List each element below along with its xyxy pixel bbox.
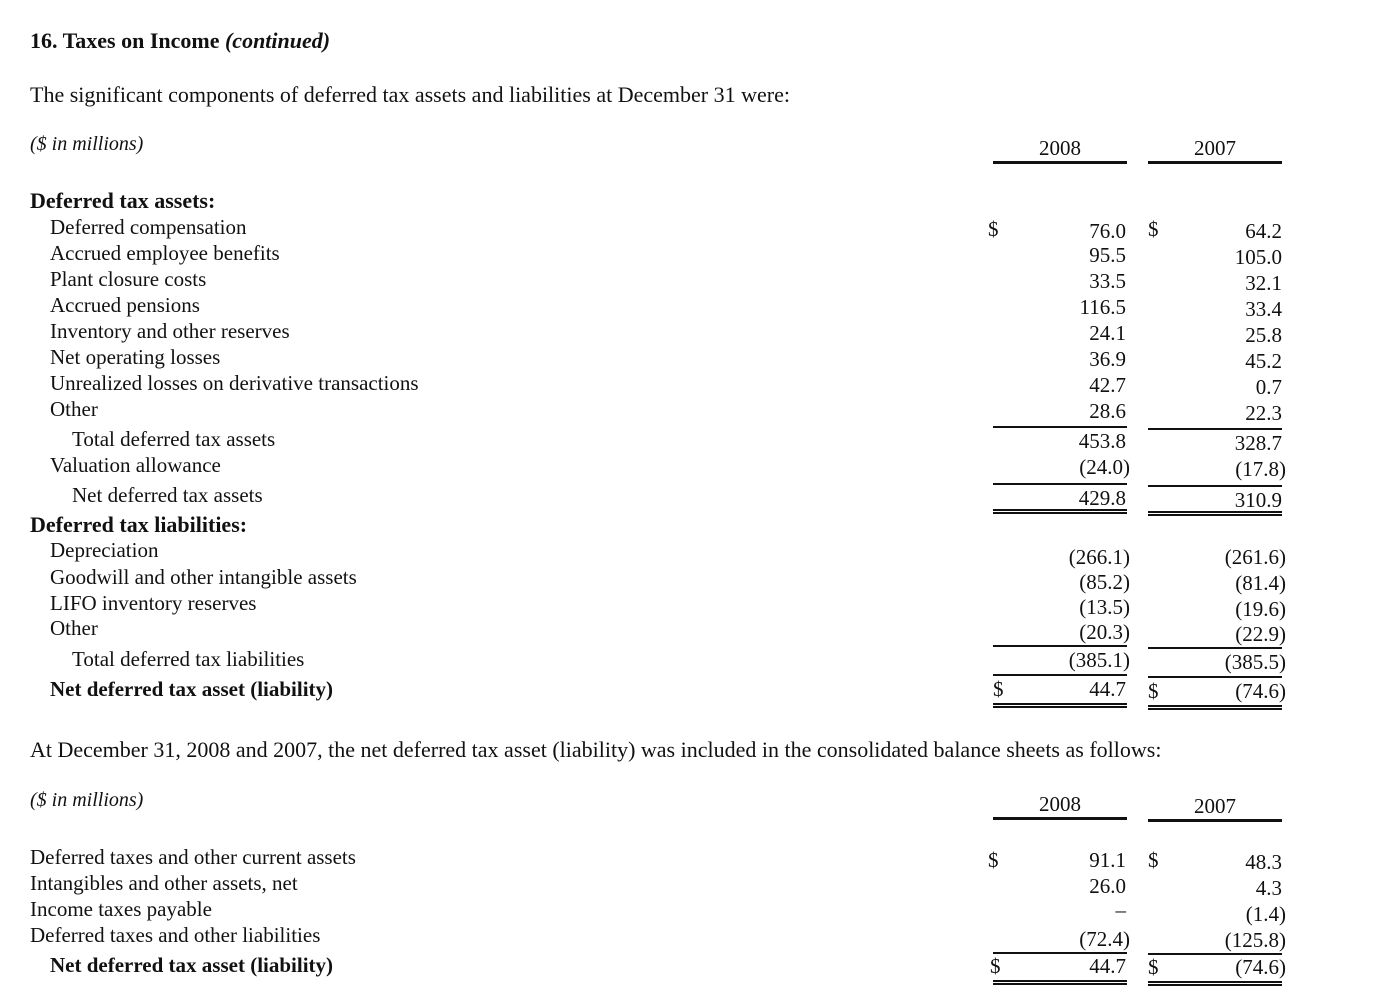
- balance-net-label: Net deferred tax asset (liability): [50, 953, 334, 977]
- section-suffix: (continued): [224, 28, 331, 53]
- net-assets-2008: 429.8: [1078, 486, 1126, 510]
- asset-value-2008: 28.6: [1089, 399, 1126, 423]
- asset-value-2008: 33.5: [1089, 269, 1126, 293]
- balance-row-2008: (72.4): [1079, 927, 1130, 951]
- net-assets-label: Net deferred tax assets: [72, 483, 263, 507]
- balance-row-label: Deferred taxes and other current assets: [30, 845, 356, 869]
- asset-value-2008: 36.9: [1089, 347, 1126, 371]
- liab-subtotal-rule-2008: [993, 645, 1127, 647]
- total-liabilities-2007: (385.5): [1224, 650, 1286, 674]
- table2-units: ($ in millions): [30, 789, 144, 811]
- asset-value-2007: 32.1: [1245, 271, 1282, 295]
- net-rule-2007: [1148, 676, 1282, 678]
- balance-net-2008: 44.7: [1089, 954, 1126, 978]
- section-title: [30, 28, 330, 54]
- asset-value-2007: 105.0: [1234, 245, 1282, 269]
- balance-row-2007: 48.3: [1245, 850, 1282, 874]
- dollar-sign: $: [988, 217, 999, 241]
- asset-label: Accrued employee benefits: [50, 241, 280, 265]
- balance-row-label: Income taxes payable: [30, 897, 212, 921]
- net-assets-2007: 310.9: [1234, 488, 1282, 512]
- table2-year-2008: 2008: [1039, 792, 1081, 816]
- net-assets-double-rule-2008: [993, 509, 1127, 514]
- balance-row-label: Deferred taxes and other liabilities: [30, 923, 321, 947]
- asset-value-2008: 95.5: [1089, 243, 1126, 267]
- subtotal-rule-2008: [993, 426, 1127, 428]
- liability-value-2007: (81.4): [1235, 571, 1286, 595]
- balance-net-2007: (74.6): [1235, 955, 1286, 979]
- asset-value-2008: 116.5: [1079, 295, 1126, 319]
- asset-value-2008: 76.0: [1089, 219, 1126, 243]
- asset-value-2007: 64.2: [1245, 219, 1282, 243]
- dollar-sign: $: [990, 954, 1001, 978]
- liability-value-2007: (261.6): [1224, 545, 1286, 569]
- liability-label: LIFO inventory reserves: [50, 591, 257, 615]
- table1-year-2007: 2007: [1194, 136, 1236, 160]
- table1-intro: The significant components of deferred tax assets and liabilities at December 31 were:: [30, 82, 790, 107]
- dollar-sign: $: [1148, 848, 1159, 872]
- table1-year-rule-2007: [1148, 161, 1282, 164]
- net-2008: 44.7: [1089, 677, 1126, 701]
- asset-label: Accrued pensions: [50, 293, 200, 317]
- dollar-sign: $: [1148, 679, 1159, 703]
- net-assets-double-rule-2007: [1148, 511, 1282, 516]
- liability-label: Depreciation: [50, 538, 159, 562]
- asset-label: Plant closure costs: [50, 267, 207, 291]
- asset-label: Other: [50, 397, 98, 421]
- subtotal-rule-2007: [1148, 428, 1282, 430]
- balance-row-2008: 26.0: [1089, 874, 1126, 898]
- asset-value-2008: 24.1: [1089, 321, 1126, 345]
- balance-row-2007: (125.8): [1224, 928, 1286, 952]
- table1-year-2008: 2008: [1039, 136, 1081, 160]
- assets-header: Deferred tax assets:: [30, 188, 216, 213]
- balance-row-2008: 91.1: [1089, 848, 1126, 872]
- net-rule-2008: [993, 674, 1127, 676]
- asset-value-2007: 0.7: [1255, 375, 1282, 399]
- liabilities-header: Deferred tax liabilities:: [30, 512, 248, 537]
- total-assets-2008: 453.8: [1078, 429, 1126, 453]
- liability-value-2008: (266.1): [1068, 545, 1130, 569]
- dollar-sign: $: [1148, 217, 1159, 241]
- liability-value-2007: (22.9): [1235, 622, 1286, 646]
- table2-year-rule-2007: [1148, 819, 1282, 822]
- net-assets-rule-2007: [1148, 485, 1282, 487]
- asset-label: Net operating losses: [50, 345, 221, 369]
- liab-subtotal-rule-2007: [1148, 647, 1282, 649]
- net-2007: (74.6): [1235, 679, 1286, 703]
- net-double-rule-2008: [993, 703, 1127, 708]
- liability-value-2008: (85.2): [1079, 570, 1130, 594]
- liability-label: Goodwill and other intangible assets: [50, 565, 357, 589]
- liability-value-2007: (19.6): [1235, 597, 1286, 621]
- balance-row-2008: –: [1115, 898, 1126, 922]
- table1-year-rule-2008: [993, 161, 1127, 164]
- balance-row-label: Intangibles and other assets, net: [30, 871, 298, 895]
- total-assets-2007: 328.7: [1234, 431, 1282, 455]
- asset-value-2007: 25.8: [1245, 323, 1282, 347]
- table2-year-rule-2008: [993, 817, 1127, 820]
- table1-units: ($ in millions): [30, 133, 144, 155]
- table2-year-2007: 2007: [1194, 794, 1236, 818]
- valuation-2008: (24.0): [1079, 455, 1130, 479]
- asset-value-2007: 45.2: [1245, 349, 1282, 373]
- valuation-label: Valuation allowance: [50, 453, 221, 477]
- dollar-sign: $: [993, 677, 1004, 701]
- balance-net-double-rule-2008: [993, 980, 1127, 985]
- total-liabilities-label: Total deferred tax liabilities: [72, 647, 305, 671]
- liability-value-2008: (20.3): [1079, 620, 1130, 644]
- asset-value-2007: 22.3: [1245, 401, 1282, 425]
- asset-label: Unrealized losses on derivative transactions: [50, 371, 419, 395]
- table2-intro: At December 31, 2008 and 2007, the net deferred tax asset (liability) was included in the consolidated balance sheets as follows:: [30, 737, 1162, 762]
- net-liability-label: Net deferred tax asset (liability): [50, 677, 334, 701]
- liability-value-2008: (13.5): [1079, 595, 1130, 619]
- balance-row-2007: (1.4): [1245, 902, 1286, 926]
- total-assets-label: Total deferred tax assets: [72, 427, 276, 451]
- asset-value-2008: 42.7: [1089, 373, 1126, 397]
- asset-label: Inventory and other reserves: [50, 319, 290, 343]
- net-double-rule-2007: [1148, 705, 1282, 710]
- balance-net-double-rule-2007: [1148, 981, 1282, 986]
- dollar-sign: $: [988, 848, 999, 872]
- dollar-sign: $: [1148, 955, 1159, 979]
- liability-label: Other: [50, 616, 98, 640]
- valuation-2007: (17.8): [1235, 457, 1286, 481]
- section-heading: Taxes on Income: [62, 28, 220, 53]
- total-liabilities-2008: (385.1): [1068, 648, 1130, 672]
- section-number: 16.: [30, 28, 58, 53]
- asset-value-2007: 33.4: [1245, 297, 1282, 321]
- asset-label: Deferred compensation: [50, 215, 247, 239]
- net-assets-rule-2008: [993, 483, 1127, 485]
- balance-row-2007: 4.3: [1255, 876, 1282, 900]
